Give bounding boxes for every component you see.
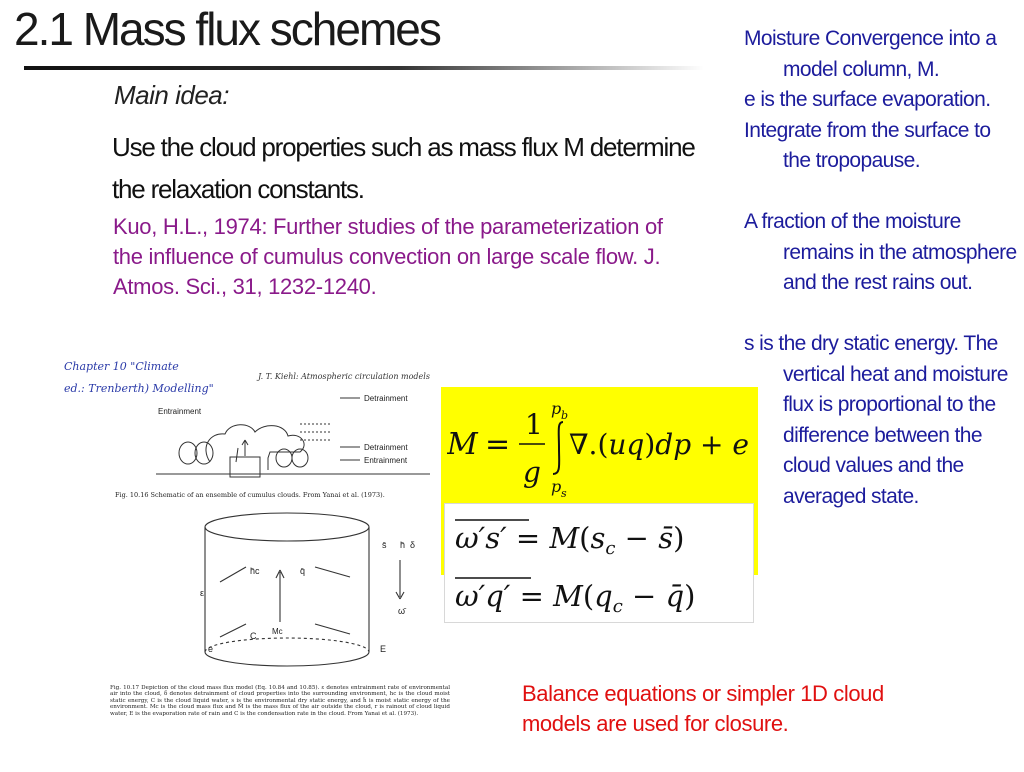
eq-denominator: g bbox=[523, 456, 541, 489]
note-integrate: Integrate from the surface to the tropopause. bbox=[744, 118, 991, 172]
moisture-flux-text: $\omega'q' = M(q_c$ − q̄) bbox=[455, 579, 696, 617]
note-surface-evaporation: e is the surface evaporation. bbox=[744, 88, 991, 111]
moisture-convergence-equation bbox=[447, 398, 755, 498]
detrainment-label-mid: Detrainment bbox=[364, 443, 408, 452]
h-bar-label: h̄ bbox=[400, 540, 406, 550]
heat-flux-text: $\omega's' = M(s_c$ − s̄) bbox=[455, 521, 685, 559]
eq-integrand: ∇.(uq)dp + e bbox=[569, 428, 749, 461]
figure-header: J. T. Kiehl: Atmospheric circulation models bbox=[258, 372, 430, 381]
note-rain-fraction: A fraction of the moisture remains in the atmosphere and the rest rains out. bbox=[744, 210, 1017, 294]
note-moisture-convergence: Moisture Convergence into a model column, M. bbox=[744, 27, 997, 81]
eq-upper-limit: p bbox=[551, 399, 562, 418]
main-idea-heading: Main idea: bbox=[114, 80, 229, 110]
mc-label: Mc bbox=[272, 627, 283, 636]
title-underline bbox=[24, 66, 704, 70]
hc-label: h̄c bbox=[250, 566, 260, 576]
omega-label: ω̄ bbox=[398, 606, 406, 616]
entrainment-label-bottom: Entrainment bbox=[364, 456, 408, 465]
scanned-figure bbox=[60, 352, 480, 767]
eq-equals: = bbox=[485, 427, 511, 462]
q-bar-label: q̄ bbox=[300, 566, 306, 576]
fig2-caption: Fig. 10.17 Depiction of the cloud mass flux model (Eq. 10.84 and 10.85). ε denotes entrainment rate of environmental air into the cloud, δ denotes detrainment of cloud properties into the surrounding environment, hc is the cloud moist static energy, C is the cloud liquid water, s is the environmental dry static energy, and h̄ is moist static energy of the environment. Mc is the cloud mass flux and M̄ is the mass flux of the air outside the cloud, r is rainout of cloud liquid water, E is the evaporation rate of rain and C is the condensation rate in the cloud. From Yanai et al. (1973). bbox=[110, 685, 450, 717]
main-idea-text: Use the cloud properties such as mass flux M determine the relaxation constants. bbox=[112, 132, 695, 204]
mass-flux-cylinder bbox=[205, 513, 404, 666]
eq-numerator: 1 bbox=[525, 408, 543, 441]
entrainment-label-left: Entrainment bbox=[158, 407, 202, 416]
heat-flux-equation bbox=[445, 508, 753, 564]
eq-integral-sign bbox=[553, 422, 563, 474]
delta-label: δ bbox=[410, 540, 416, 550]
note-spacer bbox=[744, 299, 1019, 330]
eq-lhs: M bbox=[447, 427, 478, 462]
c-label: C bbox=[250, 631, 257, 641]
eq-upper-limit-sub: b bbox=[561, 409, 569, 422]
eq-lower-limit-sub: s bbox=[561, 487, 567, 498]
evap-label: E bbox=[380, 644, 387, 654]
note-dry-static-energy: s is the dry static energy. The vertical heat and moisture flux is proportional to the difference between the cloud values and the averaged state. bbox=[744, 332, 1008, 508]
epsilon-label: ε bbox=[200, 588, 205, 598]
kuo-reference: Kuo, H.L., 1974: Further studies of the parameterization of the influence of cumulus convection on large scale flow. J. Atmos. Sci., 31, 1232-1240. bbox=[113, 214, 663, 299]
detrainment-label-top: Detrainment bbox=[364, 394, 408, 403]
s-bar-label: s̄ bbox=[382, 540, 387, 550]
fig1-caption: Fig. 10.16 Schematic of an ensemble of cumulus clouds. From Yanai et al. (1973). bbox=[115, 491, 385, 499]
cloud-schematic-figure bbox=[60, 352, 480, 767]
closure-note: Balance equations or simpler 1D cloud models are used for closure. bbox=[522, 681, 884, 736]
flux-equations-box bbox=[444, 503, 754, 623]
handwritten-note: Chapter 10 "Climate ed.: Trenberth) Modelling" bbox=[64, 360, 214, 395]
note-spacer bbox=[744, 177, 1019, 208]
slide-title: 2.1 Mass flux schemes bbox=[14, 3, 440, 55]
e-label: e bbox=[208, 644, 214, 654]
notes-column bbox=[744, 24, 1019, 512]
eq-lower-limit: p bbox=[551, 477, 562, 496]
moisture-flux-equation bbox=[445, 566, 753, 622]
